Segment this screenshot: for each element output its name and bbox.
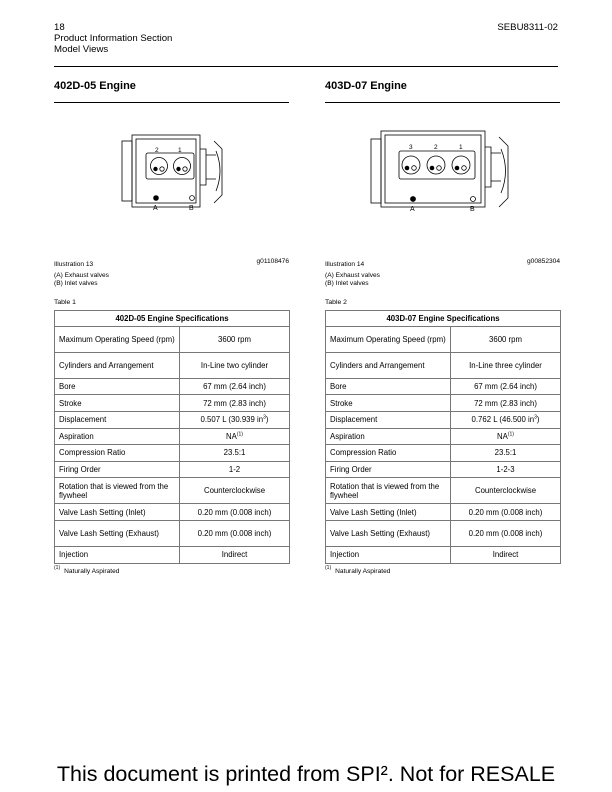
superscript: 3 bbox=[263, 414, 266, 421]
table-row bbox=[55, 352, 290, 378]
row-value: Indirect bbox=[180, 546, 290, 563]
footnote-text: Naturally Aspirated bbox=[335, 567, 391, 575]
row-value: 0.20 mm (0.008 inch) bbox=[451, 520, 561, 546]
subsection-title: Model Views bbox=[54, 44, 109, 56]
footnote-text: Naturally Aspirated bbox=[64, 567, 120, 575]
legend-inlet: (B) Inlet valves bbox=[325, 280, 369, 288]
page-number: 18 bbox=[54, 22, 65, 33]
aspiration-value: NA bbox=[497, 431, 508, 441]
table-row bbox=[55, 428, 290, 445]
row-value: 67 mm (2.64 inch) bbox=[180, 378, 290, 395]
engine-illustration bbox=[325, 111, 560, 251]
marker-b: B bbox=[189, 205, 194, 212]
table-row bbox=[326, 428, 561, 445]
row-label: Displacement bbox=[326, 412, 451, 429]
row-value: In-Line two cylinder bbox=[180, 352, 290, 378]
row-label: Maximum Operating Speed (rpm) bbox=[326, 326, 451, 352]
row-value bbox=[451, 412, 561, 429]
table-row bbox=[55, 326, 290, 352]
table-caption: 402D-05 Engine Specifications bbox=[55, 310, 290, 326]
row-value: 67 mm (2.64 inch) bbox=[451, 378, 561, 395]
row-value bbox=[180, 412, 290, 429]
table-row bbox=[326, 352, 561, 378]
displacement-suffix: ) bbox=[536, 415, 540, 425]
row-label: Stroke bbox=[55, 395, 180, 412]
footnote-marker: (1) bbox=[325, 565, 332, 572]
row-label: Valve Lash Setting (Exhaust) bbox=[326, 520, 451, 546]
illustration-ref: g01108476 bbox=[256, 258, 289, 265]
cylinder-number-2: 2 bbox=[434, 144, 438, 151]
cylinder-number-2: 2 bbox=[155, 147, 159, 154]
cylinder-number-3: 3 bbox=[409, 144, 413, 151]
specifications-table bbox=[54, 310, 290, 564]
table-row bbox=[55, 461, 290, 478]
row-value bbox=[180, 428, 290, 445]
table-label: Table 1 bbox=[54, 298, 76, 306]
specifications-table bbox=[325, 310, 561, 564]
row-label: Aspiration bbox=[326, 428, 451, 445]
superscript: 3 bbox=[534, 414, 537, 421]
table-row bbox=[326, 378, 561, 395]
table-row bbox=[326, 504, 561, 521]
table-row bbox=[55, 378, 290, 395]
displacement-suffix: ) bbox=[265, 415, 269, 425]
heading-divider bbox=[54, 102, 289, 103]
displacement-value: 0.762 L (46.500 in bbox=[471, 415, 535, 425]
table-row bbox=[55, 546, 290, 563]
row-label: Valve Lash Setting (Inlet) bbox=[326, 504, 451, 521]
aspiration-value: NA bbox=[226, 431, 237, 441]
table-footnote bbox=[325, 565, 560, 575]
row-value: 0.20 mm (0.008 inch) bbox=[451, 504, 561, 521]
table-row bbox=[55, 395, 290, 412]
engine-top-view-drawing bbox=[325, 111, 560, 251]
heading-divider bbox=[325, 102, 560, 103]
engine-403d-section bbox=[325, 66, 560, 575]
row-value: 0.20 mm (0.008 inch) bbox=[180, 504, 290, 521]
table-row bbox=[55, 504, 290, 521]
illustration-legend bbox=[54, 272, 289, 289]
table-row bbox=[326, 326, 561, 352]
legend-inlet: (B) Inlet valves bbox=[54, 280, 98, 288]
illustration-caption bbox=[54, 258, 289, 270]
illustration-caption bbox=[325, 258, 560, 270]
table-row bbox=[326, 445, 561, 462]
table-footnote bbox=[54, 565, 289, 575]
section-title: Product Information Section bbox=[54, 33, 173, 45]
table-row bbox=[326, 395, 561, 412]
row-value: 0.20 mm (0.008 inch) bbox=[180, 520, 290, 546]
cylinder-number-1: 1 bbox=[459, 144, 463, 151]
legend-exhaust: (A) Exhaust valves bbox=[54, 272, 109, 279]
row-label: Displacement bbox=[55, 412, 180, 429]
row-label: Injection bbox=[326, 546, 451, 563]
section-heading: 402D-05 Engine bbox=[54, 80, 136, 92]
table-caption: 403D-07 Engine Specifications bbox=[326, 310, 561, 326]
table-row bbox=[55, 412, 290, 429]
row-label: Maximum Operating Speed (rpm) bbox=[55, 326, 180, 352]
row-label: Bore bbox=[55, 378, 180, 395]
table-row bbox=[326, 520, 561, 546]
row-value: 1-2 bbox=[180, 461, 290, 478]
table-label: Table 2 bbox=[325, 298, 347, 306]
row-label: Bore bbox=[326, 378, 451, 395]
row-value: 72 mm (2.83 inch) bbox=[180, 395, 290, 412]
resale-watermark: This document is printed from SPI². Not for RESALE bbox=[56, 762, 556, 786]
row-label: Stroke bbox=[326, 395, 451, 412]
illustration-label: Illustration 14 bbox=[325, 261, 365, 268]
table-row bbox=[326, 412, 561, 429]
cylinder-number-1: 1 bbox=[178, 147, 182, 154]
row-label: Compression Ratio bbox=[326, 445, 451, 462]
engine-illustration bbox=[54, 111, 289, 251]
row-label: Firing Order bbox=[55, 461, 180, 478]
row-value: Counterclockwise bbox=[451, 478, 561, 504]
row-value: In-Line three cylinder bbox=[451, 352, 561, 378]
row-value bbox=[451, 428, 561, 445]
row-value: Indirect bbox=[451, 546, 561, 563]
table-row bbox=[55, 478, 290, 504]
table-row bbox=[326, 478, 561, 504]
footnote-marker: (1) bbox=[54, 565, 61, 572]
engine-top-view-drawing bbox=[54, 111, 289, 251]
row-label: Compression Ratio bbox=[55, 445, 180, 462]
table-row bbox=[326, 546, 561, 563]
section-heading: 403D-07 Engine bbox=[325, 80, 407, 92]
row-label: Cylinders and Arrangement bbox=[326, 352, 451, 378]
marker-a: A bbox=[410, 206, 415, 213]
row-label: Valve Lash Setting (Inlet) bbox=[55, 504, 180, 521]
row-label: Cylinders and Arrangement bbox=[55, 352, 180, 378]
row-label: Aspiration bbox=[55, 428, 180, 445]
legend-exhaust: (A) Exhaust valves bbox=[325, 272, 380, 279]
row-label: Rotation that is viewed from the flywheel bbox=[326, 478, 451, 504]
table-row bbox=[55, 520, 290, 546]
row-value: 3600 rpm bbox=[180, 326, 290, 352]
table-row bbox=[326, 461, 561, 478]
marker-a: A bbox=[153, 205, 158, 212]
row-label: Rotation that is viewed from the flywheel bbox=[55, 478, 180, 504]
illustration-legend bbox=[325, 272, 560, 289]
displacement-value: 0.507 L (30.939 in bbox=[200, 415, 264, 425]
illustration-label: Illustration 13 bbox=[54, 261, 94, 268]
marker-b: B bbox=[470, 206, 475, 213]
row-value: 23.5:1 bbox=[451, 445, 561, 462]
table-row bbox=[55, 445, 290, 462]
row-value: 1-2-3 bbox=[451, 461, 561, 478]
row-value: 23.5:1 bbox=[180, 445, 290, 462]
row-label: Injection bbox=[55, 546, 180, 563]
row-value: 3600 rpm bbox=[451, 326, 561, 352]
row-value: 72 mm (2.83 inch) bbox=[451, 395, 561, 412]
row-label: Firing Order bbox=[326, 461, 451, 478]
document-id: SEBU8311-02 bbox=[497, 22, 558, 33]
row-label: Valve Lash Setting (Exhaust) bbox=[55, 520, 180, 546]
row-value: Counterclockwise bbox=[180, 478, 290, 504]
footnote-ref: (1) bbox=[507, 431, 514, 438]
illustration-ref: g00852304 bbox=[526, 258, 560, 265]
page-header bbox=[54, 22, 172, 56]
engine-402d-section bbox=[54, 66, 289, 575]
footnote-ref: (1) bbox=[236, 431, 243, 438]
